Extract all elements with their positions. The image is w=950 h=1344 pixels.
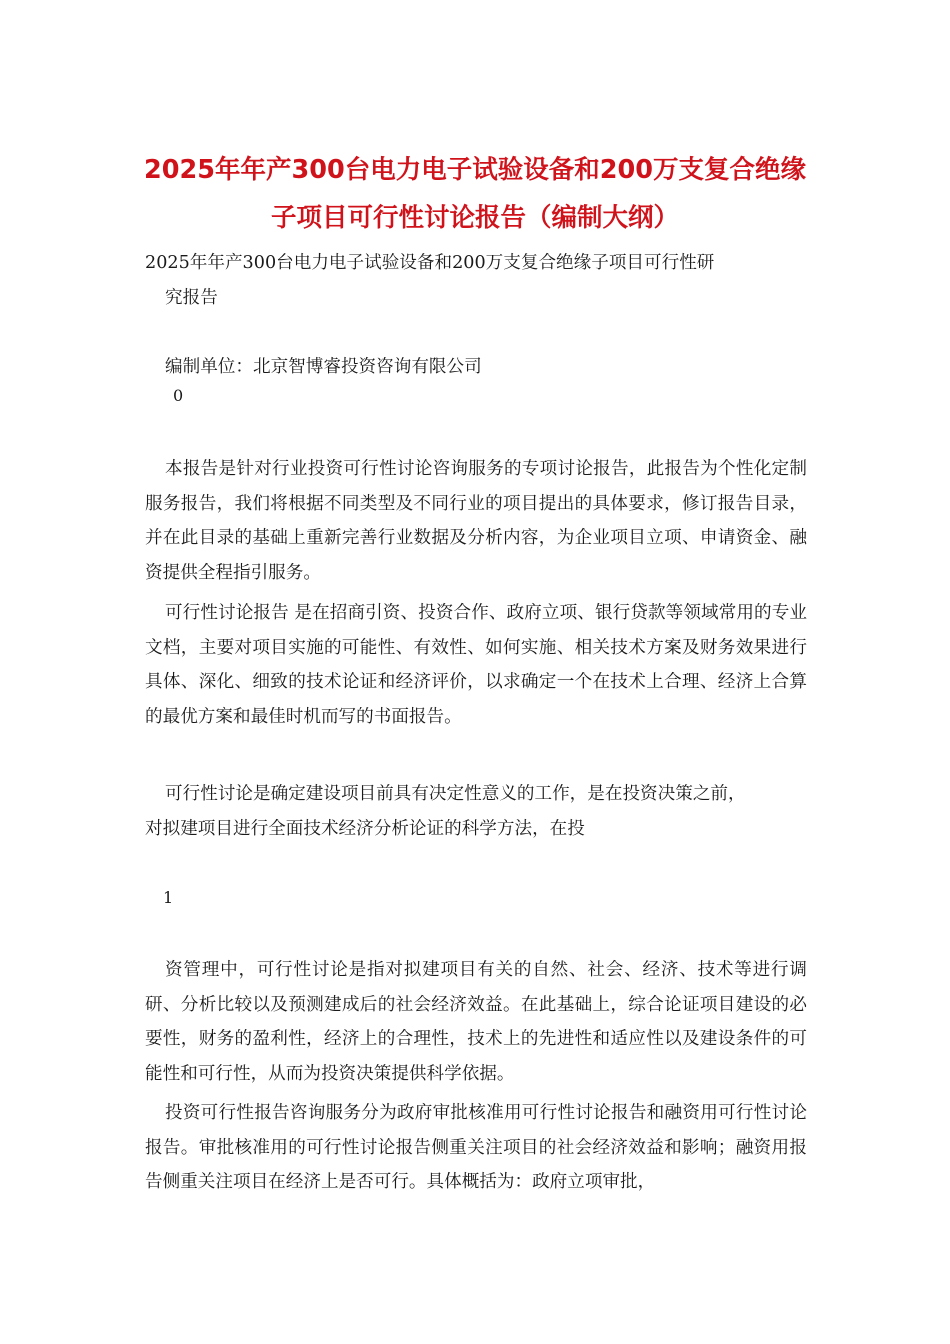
subtitle-line-1: 2025年年产300台电力电子试验设备和200万支复合绝缘子项目可行性研 (145, 253, 715, 273)
compiler-unit: 编制单位：北京智博睿投资咨询有限公司 (165, 357, 482, 377)
page-number-0: 0 (173, 386, 184, 405)
paragraph-4: 资管理中，可行性讨论是指对拟建项目有关的自然、社会、经济、技术等进行调研、分析比较以及预测建成后的社会经济效益。在此基础上，综合论证项目建设的必要性，财务的盈利性，经济上的合理性，技术上的先进性和适应性以及建设条件的可能性和可行性，从而为投资决策提供科学依据。 (145, 960, 807, 1084)
paragraph-3-line-1: 可行性讨论是确定建设项目前具有决定性意义的工作，是在投资决策之前， (165, 784, 746, 804)
subtitle-line-2: 究报告 (165, 287, 218, 308)
paragraph-5: 投资可行性报告咨询服务分为政府审批核准用可行性讨论报告和融资用可行性讨论报告。审批核准用的可行性讨论报告侧重关注项目的社会经济效益和影响；融资用报告侧重关注项目在经济上是否可行。具体概括为：政府立项审批， (145, 1103, 807, 1192)
document-title (120, 146, 830, 242)
paragraph-3-line-2: 对拟建项目进行全面技术经济分析论证的科学方法，在投 (145, 818, 585, 839)
report-subtitle (145, 246, 785, 315)
title-line-2: 子项目可行性讨论报告（编制大纲） (270, 203, 679, 233)
paragraph-1: 本报告是针对行业投资可行性讨论咨询服务的专项讨论报告，此报告为个性化定制服务报告，我们将根据不同类型及不同行业的项目提出的具体要求，修订报告目录，并在此目录的基础上重新完善行业数据及分析内容，为企业项目立项、申请资金、融资提供全程指引服务。 (145, 459, 807, 583)
paragraph-2: 可行性讨论报告 是在招商引资、投资合作、政府立项、银行贷款等领域常用的专业文档，主要对项目实施的可能性、有效性、如何实施、相关技术方案及财务效果进行具体、深化、细致的技术论证和经济评价，以求确定一个在技术上合理、经济上合算的最优方案和最佳时机而写的书面报告。 (145, 603, 807, 727)
title-line-1: 2025年年产300台电力电子试验设备和200万支复合绝缘 (144, 155, 806, 185)
paragraph-3 (145, 777, 807, 846)
page-number-1: 1 (163, 888, 174, 907)
